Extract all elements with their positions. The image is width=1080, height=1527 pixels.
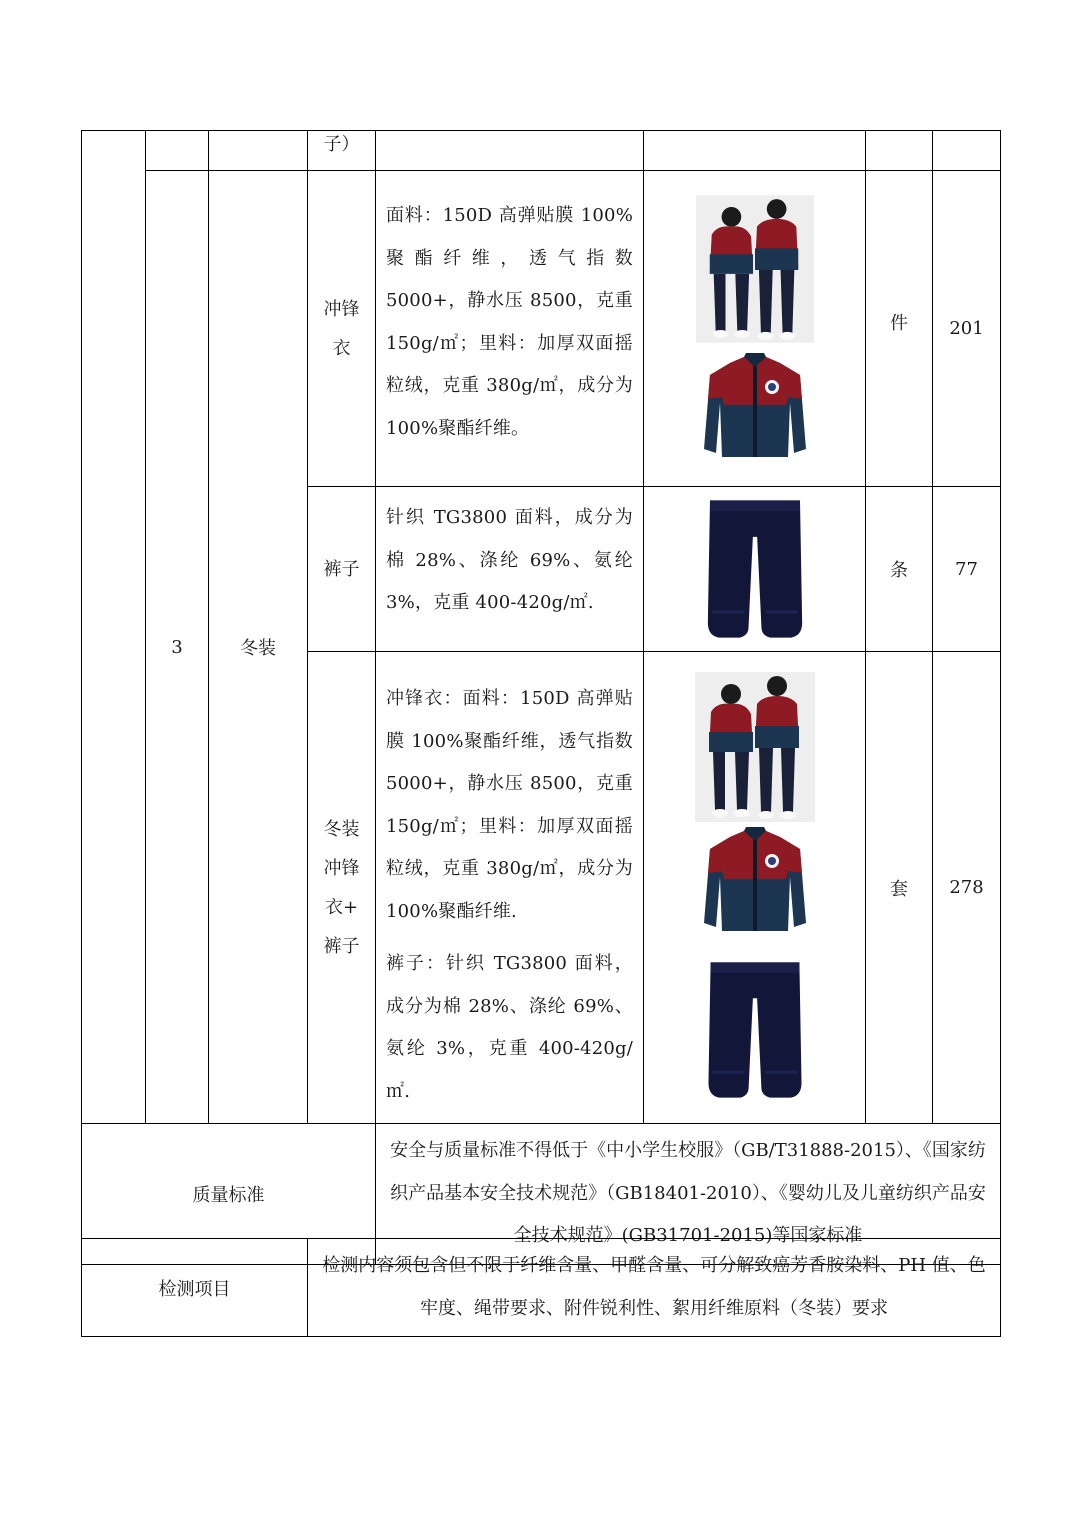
item-images: [644, 171, 866, 487]
item-name-line: 裤子: [323, 558, 360, 580]
item-description-text: 面料：150D 高弹贴膜 100%聚酯纤维，透气指数 5000+，静水压 8500，克重 150g/㎡；里料：加厚双面摇粒绒，克重 380g/㎡，成分为 100%聚酯纤维。: [386, 205, 633, 439]
navy-pants-photo: [700, 956, 810, 1104]
item-quantity: 278: [933, 652, 1001, 1124]
item-description-text: 裤子：针织 TG3800 面料，成分为棉 28%、涤纶 69%、氨纶 3%，克重 400-420g/㎡.: [386, 953, 633, 1102]
item-row-jacket: [82, 171, 1001, 487]
item-images: [644, 487, 866, 652]
item-description: [376, 652, 644, 1124]
item-name: [308, 487, 376, 652]
quality-standard-label: 质量标准: [82, 1124, 376, 1265]
continued-row: [82, 131, 1001, 171]
item-description: [376, 487, 644, 652]
item-unit: 件: [866, 171, 933, 487]
navy-red-jacket-photo: [700, 826, 810, 938]
testing-items-row: [82, 1239, 1001, 1337]
item-name-line: 衣+: [324, 896, 359, 918]
category-label: 冬装: [209, 171, 308, 1124]
testing-items-text: 检测内容须包含但不限于纤维含量、甲醛含量、可分解致癌芳香胺染料、PH 值、色牢度、绳带要求、附件锐利性、絮用纤维原料（冬装）要求: [308, 1239, 1001, 1337]
category-index: 3: [146, 171, 209, 1124]
testing-items-label: 检测项目: [82, 1239, 308, 1337]
quality-standard-text: 安全与质量标准不得低于《中小学生校服》（GB/T31888-2015）、《国家纺织产品基本安全技术规范》（GB18401-2010）、《婴幼儿及儿童纺织产品安全技术规范》(GB31701-2015)等国家标准: [376, 1124, 1001, 1265]
item-name-line: 裤子: [323, 935, 360, 957]
uniform-spec-table: [81, 130, 1001, 1265]
item-name-line: 衣: [332, 337, 351, 359]
item-name: [308, 171, 376, 487]
item-description: [376, 171, 644, 487]
students-wearing-jacket-photo: [696, 195, 814, 343]
item-unit: 条: [866, 487, 933, 652]
outer-blank-column: [82, 131, 146, 1124]
item-images: [644, 652, 866, 1124]
students-wearing-jacket-photo: [695, 672, 815, 822]
item-name-line: 冲锋: [323, 298, 360, 320]
item-quantity: 77: [933, 487, 1001, 652]
item-unit: 套: [866, 652, 933, 1124]
item-name: [308, 652, 376, 1124]
navy-pants-photo: [700, 494, 810, 644]
navy-red-jacket-photo: [700, 353, 810, 463]
item-description-text: 冲锋衣：面料：150D 高弹贴膜 100%聚酯纤维，透气指数 5000+，静水压 8500，克重 150g/㎡；里料：加厚双面摇粒绒，克重 380g/㎡，成分为 100%聚酯纤维.: [386, 688, 633, 922]
item-description-text: 针织 TG3800 面料，成分为棉 28%、涤纶 69%、氨纶 3%，克重 400-420g/㎡.: [386, 507, 633, 613]
item-name-line: 冬装: [323, 818, 360, 840]
item-quantity: 201: [933, 171, 1001, 487]
continued-item-name: 子）: [308, 131, 376, 171]
testing-items-table: [81, 1238, 1001, 1337]
item-name-line: 冲锋: [323, 857, 360, 879]
